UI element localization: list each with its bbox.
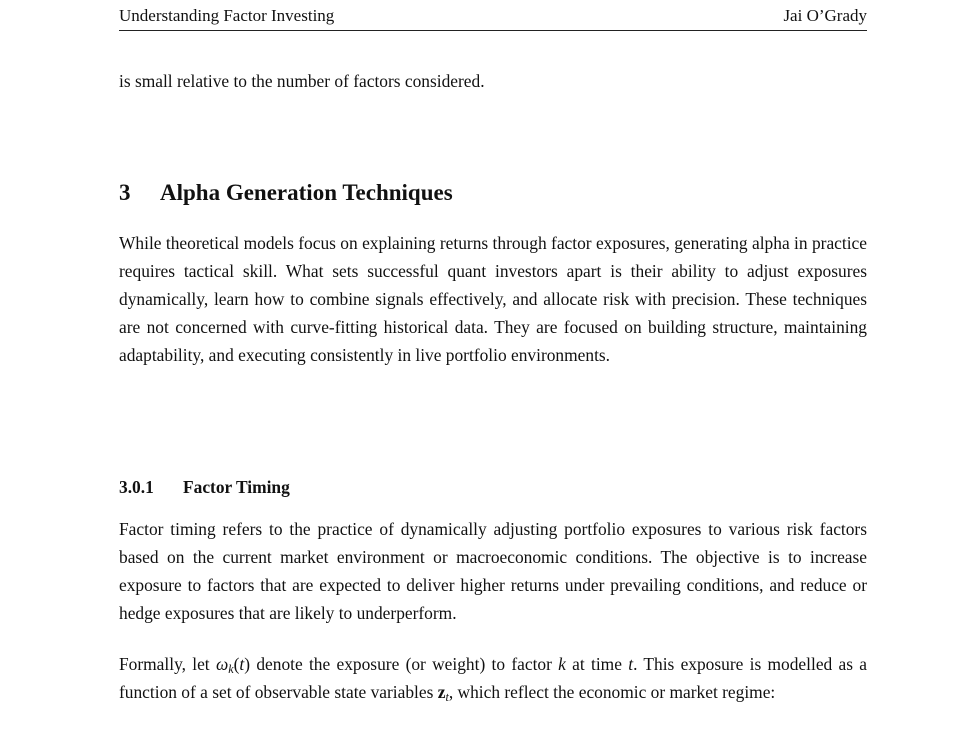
subsection-paragraph-1: Factor timing refers to the practice of dynamically adjusting portfolio exposures to various risk factors based on the current market environment or macroeconomic conditions. The objective is to increase exposure to factors that are expected to deliver higher returns under prevailing conditions, and reduce or hedge exposures that are likely to underperform. — [119, 519, 867, 623]
running-header — [119, 6, 867, 31]
header-author: Jai O’Grady — [783, 6, 867, 25]
continuation-text: is small relative to the number of factors considered. — [119, 71, 485, 91]
section-heading — [119, 180, 453, 206]
omega-symbol: $\omega_k$ — [215, 654, 234, 676]
subsection-title: Factor Timing — [183, 477, 290, 497]
z-vector: z — [437, 682, 446, 702]
subsection-paragraph-2: Formally, let $\omega_k(t)$ denote the exposure (or weight) to factor k at time t. This exposure is modelled as a function of a set of observable state variables $z_t$, which reflect the economic or market regime: — [119, 654, 867, 704]
section-title: Alpha Generation Techniques — [160, 180, 453, 205]
subsection-number: 3.0.1 — [119, 477, 154, 497]
section-number: 3 — [119, 180, 131, 205]
subsection-heading — [119, 477, 290, 498]
header-title: Understanding Factor Investing — [119, 6, 335, 25]
section-paragraph: While theoretical models focus on explaining returns through factor exposures, generating alpha in practice requires tactical skill. What sets successful quant investors apart is their ability to adjust exposures dynamically, learn how to combine signals effectively, and allocate risk with precision. These techniques are not concerned with curve-fitting historical data. They are focused on building structure, maintaining adaptability, and executing consistently in live portfolio environments. — [119, 233, 867, 365]
